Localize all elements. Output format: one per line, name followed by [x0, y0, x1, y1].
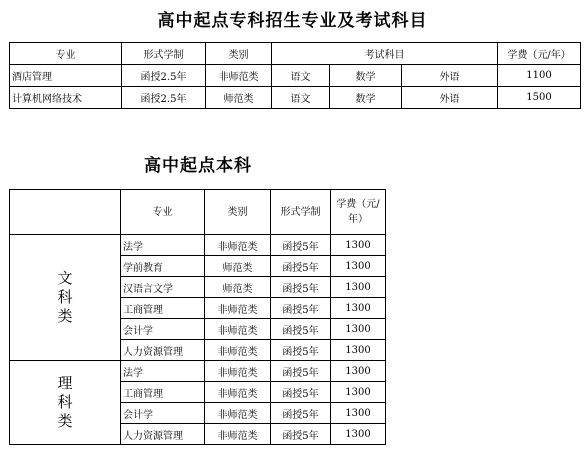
zhuanke-table — [9, 42, 581, 109]
group-label — [10, 235, 121, 361]
cell-mode: 函授5年 — [271, 382, 331, 403]
header-fee-line2: 年） — [348, 214, 368, 225]
header-mode: 形式学制 — [122, 43, 206, 65]
header-fee-line1: 学费（元/ — [336, 199, 380, 210]
cell-subject-2: 数学 — [330, 65, 402, 87]
cell-type: 非师范类 — [205, 403, 271, 424]
cell-mode: 函授5年 — [271, 319, 331, 340]
table-row — [10, 87, 581, 109]
group-label-char: 科 — [57, 393, 73, 411]
cell-fee: 1300 — [331, 340, 386, 361]
table-row — [10, 361, 386, 382]
cell-subject-3: 外语 — [402, 87, 498, 109]
cell-major: 会计学 — [121, 319, 205, 340]
cell-mode: 函授5年 — [271, 424, 331, 445]
cell-major: 计算机网络技术 — [10, 87, 122, 109]
benke-table — [9, 189, 386, 445]
cell-major: 酒店管理 — [10, 65, 122, 87]
cell-mode: 函授5年 — [271, 403, 331, 424]
table-row — [10, 65, 581, 87]
header-type: 类别 — [205, 190, 271, 235]
cell-type: 非师范类 — [205, 340, 271, 361]
cell-fee: 1300 — [331, 424, 386, 445]
cell-major: 工商管理 — [121, 382, 205, 403]
cell-major: 汉语言文学 — [121, 277, 205, 298]
cell-fee: 1300 — [331, 361, 386, 382]
header-major: 专业 — [121, 190, 205, 235]
group-label-char: 理 — [57, 374, 73, 392]
cell-fee: 1300 — [331, 277, 386, 298]
cell-major: 工商管理 — [121, 298, 205, 319]
page-title-benke: 高中起点本科 — [144, 156, 252, 176]
cell-subject-1: 语文 — [272, 65, 330, 87]
cell-type: 非师范类 — [206, 65, 272, 87]
header-fee — [331, 190, 386, 235]
table-header-row — [10, 190, 386, 235]
cell-fee: 1100 — [498, 65, 581, 87]
cell-type: 非师范类 — [205, 235, 271, 256]
cell-mode: 函授5年 — [271, 298, 331, 319]
header-fee: 学费（元/年） — [498, 43, 581, 65]
cell-type: 师范类 — [205, 277, 271, 298]
group-label-char: 科 — [57, 288, 73, 306]
cell-fee: 1500 — [498, 87, 581, 109]
group-label-char: 类 — [57, 307, 73, 325]
cell-type: 非师范类 — [205, 319, 271, 340]
cell-type: 师范类 — [206, 87, 272, 109]
cell-major: 学前教育 — [121, 256, 205, 277]
cell-major: 人力资源管理 — [121, 424, 205, 445]
cell-fee: 1300 — [331, 319, 386, 340]
group-label-char: 文 — [57, 269, 73, 287]
table-header-row — [10, 43, 581, 65]
cell-mode: 函授5年 — [271, 340, 331, 361]
cell-fee: 1300 — [331, 256, 386, 277]
group-label-char: 类 — [57, 412, 73, 430]
cell-subject-2: 数学 — [330, 87, 402, 109]
header-major: 专业 — [10, 43, 122, 65]
header-subjects: 考试科目 — [272, 43, 498, 65]
cell-fee: 1300 — [331, 235, 386, 256]
cell-fee: 1300 — [331, 298, 386, 319]
cell-mode: 函授5年 — [271, 277, 331, 298]
cell-major: 人力资源管理 — [121, 340, 205, 361]
cell-subject-1: 语文 — [272, 87, 330, 109]
cell-mode: 函授5年 — [271, 235, 331, 256]
cell-mode: 函授2.5年 — [122, 65, 206, 87]
cell-type: 非师范类 — [205, 298, 271, 319]
cell-fee: 1300 — [331, 403, 386, 424]
cell-mode: 函授2.5年 — [122, 87, 206, 109]
group-label — [10, 361, 121, 445]
cell-major: 法学 — [121, 361, 205, 382]
page-title-zhuanke: 高中起点专科招生专业及考试科目 — [157, 11, 428, 31]
header-type: 类别 — [206, 43, 272, 65]
table-row — [10, 235, 386, 256]
cell-mode: 函授5年 — [271, 361, 331, 382]
cell-type: 师范类 — [205, 256, 271, 277]
cell-major: 会计学 — [121, 403, 205, 424]
cell-fee: 1300 — [331, 382, 386, 403]
cell-subject-3: 外语 — [402, 65, 498, 87]
group-header-blank — [10, 190, 121, 235]
cell-type: 非师范类 — [205, 382, 271, 403]
cell-major: 法学 — [121, 235, 205, 256]
cell-type: 非师范类 — [205, 361, 271, 382]
cell-type: 非师范类 — [205, 424, 271, 445]
header-mode: 形式学制 — [271, 190, 331, 235]
cell-mode: 函授5年 — [271, 256, 331, 277]
